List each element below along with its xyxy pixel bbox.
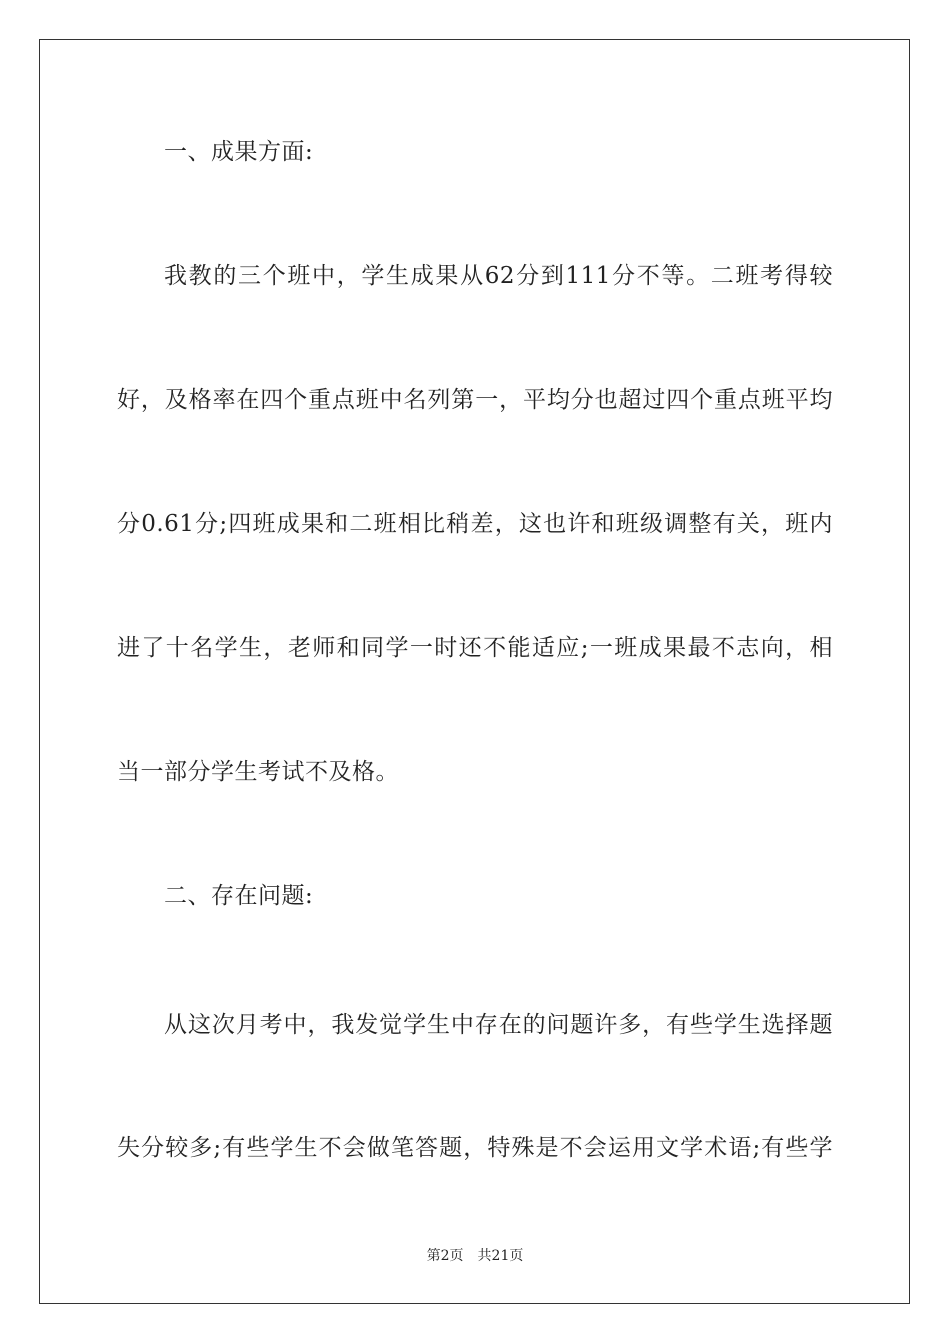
paragraph-line: 从这次月考中，我发觉学生中存在的问题许多，有些学生选择题 bbox=[164, 1012, 833, 1038]
paragraph-line: 好，及格率在四个重点班中名列第一，平均分也超过四个重点班平均 bbox=[117, 387, 833, 413]
paragraph-line: 失分较多;有些学生不会做笔答题，特殊是不会运用文学术语;有些学 bbox=[117, 1135, 833, 1161]
page-footer bbox=[0, 1246, 950, 1266]
paragraph-line: 我教的三个班中，学生成果从62分到111分不等。二班考得较 bbox=[164, 263, 833, 289]
paragraph-line: 分0.61分;四班成果和二班相比稍差，这也许和班级调整有关，班内 bbox=[117, 511, 833, 537]
paragraph-line: 进了十名学生，老师和同学一时还不能适应;一班成果最不志向，相 bbox=[117, 635, 833, 661]
page-total: 共21页 bbox=[477, 1248, 524, 1264]
page-border bbox=[39, 39, 910, 1304]
paragraph-line: 当一部分学生考试不及格。 bbox=[117, 759, 399, 785]
section-heading-results: 一、成果方面: bbox=[164, 139, 314, 165]
section-heading-problems: 二、存在问题: bbox=[164, 883, 314, 909]
page-number: 第2页 bbox=[426, 1248, 464, 1264]
